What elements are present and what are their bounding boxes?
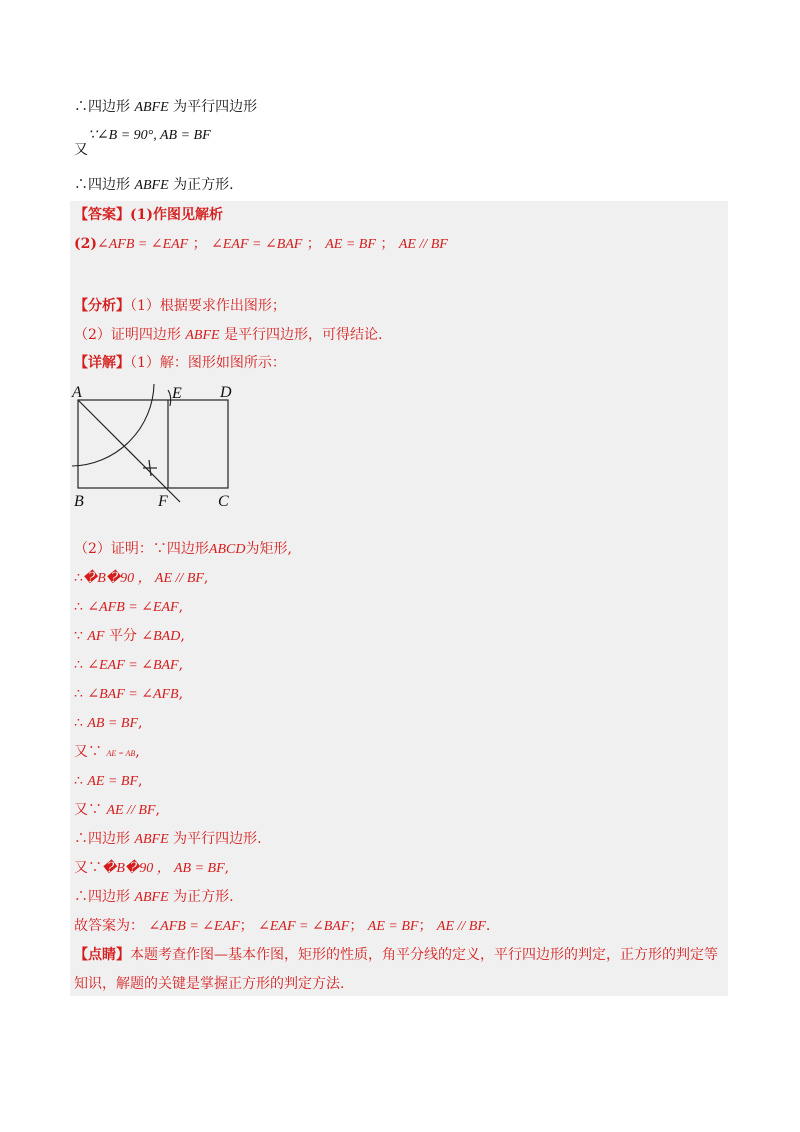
text: , bbox=[135, 744, 140, 760]
text: ∴ bbox=[74, 715, 83, 731]
text: 本题考查作图—基本作图，矩形的性质，角平分线的定义，平行四边形的判定，正方形的判定等 bbox=[130, 947, 718, 963]
math: ∠EAF = ∠BAF bbox=[258, 919, 350, 934]
math: �B�90 ， AE // BF bbox=[82, 571, 204, 586]
text: 是平行四边形，可得结论. bbox=[224, 327, 383, 343]
proof-line bbox=[74, 830, 262, 849]
sep: ； bbox=[239, 918, 254, 934]
comment-line1 bbox=[74, 946, 718, 964]
text: ∴四边形 bbox=[74, 99, 130, 115]
label-c: C bbox=[218, 493, 229, 510]
math-abfe: ABFE bbox=[185, 328, 220, 343]
text: 为平行四边形. bbox=[173, 831, 262, 847]
text: ∴ bbox=[74, 570, 83, 586]
proof-line bbox=[74, 569, 208, 588]
text: ∴ bbox=[74, 686, 83, 702]
label-b: B bbox=[74, 493, 84, 510]
text: ∴ bbox=[74, 657, 83, 673]
math-abfe: ABFE bbox=[134, 178, 169, 193]
text: ∵ bbox=[74, 628, 83, 644]
text: ∴四边形 bbox=[74, 177, 130, 193]
answer-item: AE // BF bbox=[398, 237, 448, 252]
analysis-tag: 【分析】 bbox=[74, 298, 130, 314]
math: �B�90 ， AB = BF bbox=[102, 861, 225, 876]
math: ∠BAD bbox=[141, 629, 181, 644]
answer-item: ∠EAF = ∠BAF bbox=[211, 237, 303, 252]
text: , bbox=[178, 657, 184, 673]
proof-line bbox=[74, 859, 229, 878]
math: AE = BF bbox=[367, 919, 419, 934]
text: 为正方形. bbox=[173, 177, 234, 193]
proof-line bbox=[74, 627, 185, 646]
proof-line bbox=[74, 598, 183, 617]
comment-tag: 【点睛】 bbox=[74, 947, 130, 963]
text: ∴四边形 bbox=[74, 889, 130, 905]
label-f: F bbox=[158, 493, 168, 510]
text: , bbox=[138, 773, 143, 789]
math: ABFE bbox=[134, 890, 169, 905]
math: AE // BF bbox=[436, 919, 486, 934]
text: 又∵ bbox=[74, 802, 102, 818]
text: 又 bbox=[74, 142, 88, 158]
label-d: D bbox=[220, 384, 232, 401]
analysis-line2 bbox=[74, 326, 383, 345]
analysis-line1 bbox=[74, 297, 286, 315]
text: , bbox=[178, 599, 184, 615]
text: 为正方形. bbox=[173, 889, 234, 905]
answer-item: AE = BF bbox=[325, 237, 376, 252]
math: ABCD bbox=[208, 542, 246, 557]
answer-item: ∠AFB = ∠EAF bbox=[97, 237, 189, 252]
math: ABFE bbox=[134, 832, 169, 847]
text: （2）证明：∵四边形 bbox=[74, 541, 209, 557]
math: AF bbox=[87, 629, 105, 644]
detail-tag: 【详解】 bbox=[74, 355, 130, 371]
comment-line2 bbox=[74, 975, 344, 993]
text: , bbox=[178, 686, 184, 702]
text: ∴四边形 bbox=[74, 831, 130, 847]
text: 又∵ bbox=[74, 860, 102, 876]
text: 平分 bbox=[108, 628, 137, 644]
label-a: A bbox=[72, 384, 82, 401]
conclusion-parallelogram bbox=[74, 98, 257, 117]
text: （2）证明四边形 bbox=[74, 327, 181, 343]
label-e: E bbox=[172, 385, 182, 402]
proof-line bbox=[74, 714, 142, 733]
answer-tag: 【答案】 bbox=[74, 207, 130, 223]
proof-line bbox=[74, 656, 183, 675]
answer-part2 bbox=[74, 235, 448, 254]
text: ∴ bbox=[74, 773, 83, 789]
given-angle-b bbox=[88, 126, 211, 145]
math: ∠AFB = ∠EAF bbox=[148, 919, 240, 934]
text: , bbox=[155, 802, 160, 818]
sep: ； bbox=[192, 236, 207, 252]
proof-line bbox=[74, 743, 140, 763]
proof-line bbox=[74, 685, 183, 704]
sep: ； bbox=[418, 918, 433, 934]
text: （1）解：图形如图所示： bbox=[130, 355, 286, 371]
math: AB = BF bbox=[87, 716, 139, 731]
sep: ； bbox=[380, 236, 395, 252]
text: （1）根据要求作出图形； bbox=[130, 298, 286, 314]
text: , bbox=[203, 570, 209, 586]
text: 知识，解题的关键是掌握正方形的判定方法. bbox=[74, 976, 345, 992]
text: , bbox=[138, 715, 143, 731]
text: 为矩形, bbox=[245, 541, 292, 557]
math: ∠BAF = ∠AFB bbox=[87, 687, 179, 702]
sep: ； bbox=[349, 918, 364, 934]
text: . bbox=[485, 918, 491, 934]
text: , bbox=[180, 628, 185, 644]
math: AE // BF bbox=[106, 803, 156, 818]
proof-line bbox=[74, 772, 142, 791]
math: ∠EAF = ∠BAF bbox=[87, 658, 179, 673]
answer-heading bbox=[74, 206, 223, 224]
final-answer bbox=[74, 917, 490, 936]
conclusion-square bbox=[74, 176, 234, 195]
sep: ； bbox=[306, 236, 321, 252]
math-abfe: ABFE bbox=[134, 100, 169, 115]
answer-part2-label: (2) bbox=[74, 236, 97, 252]
proof-line bbox=[74, 888, 234, 907]
bisector-af bbox=[78, 400, 180, 502]
proof-line bbox=[74, 540, 292, 559]
compass-arc bbox=[72, 384, 154, 466]
text: 为平行四边形 bbox=[173, 99, 258, 115]
answer-part1: (1)作图见解析 bbox=[130, 207, 223, 223]
text: 故答案为： bbox=[74, 918, 144, 934]
math: AE = BF bbox=[87, 774, 139, 789]
you-char bbox=[74, 141, 88, 159]
proof-line bbox=[74, 801, 160, 820]
math-condition: ∵∠B = 90°, AB = BF bbox=[88, 128, 211, 143]
text: , bbox=[224, 860, 230, 876]
math: ∠AFB = ∠EAF bbox=[87, 600, 179, 615]
math: AE = AB bbox=[106, 749, 136, 758]
text: ∴ bbox=[74, 599, 83, 615]
text: 又∵ bbox=[74, 744, 102, 760]
detail-line1 bbox=[74, 354, 286, 372]
geometry-diagram bbox=[70, 380, 250, 510]
